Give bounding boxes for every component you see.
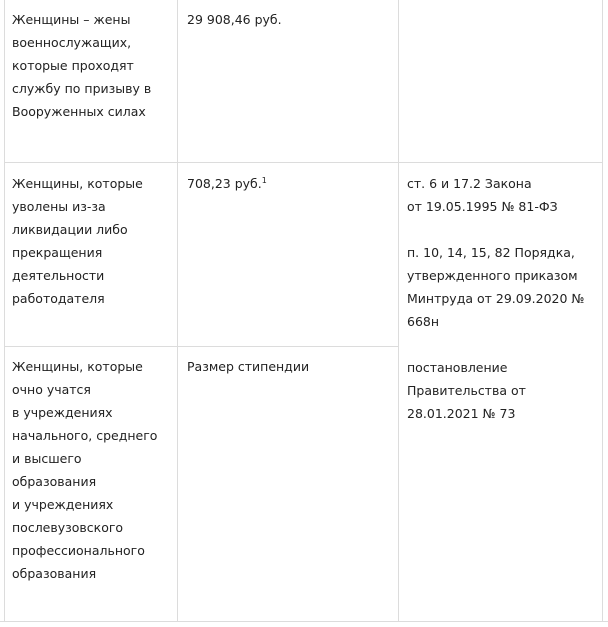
category-cell: Женщины – жены военнослужащих, которые проходят службу по призыву в Вооруженных силах: [12, 12, 152, 119]
amount-value: [187, 172, 392, 195]
table-row: [12, 355, 174, 585]
amount-cell: [187, 355, 392, 378]
table-border-left: [4, 0, 5, 622]
legal-basis-resolution: постановление Правительства от 28.01.2021 № 73: [407, 360, 526, 421]
row-divider-1: [4, 162, 603, 163]
table-border-bottom: [0, 621, 608, 622]
table-border-right: [602, 0, 603, 622]
table-divider-col1: [177, 0, 178, 622]
legal-basis-cell: [407, 172, 601, 425]
row-divider-2: [4, 346, 398, 347]
amount-text: 708,23 руб.: [187, 176, 262, 191]
amount-cell: [187, 172, 392, 195]
amount-value: 29 908,46 руб.: [187, 12, 282, 27]
category-cell: Женщины, которые очно учатся в учреждениях начального, среднего и высшего образования и учреждениях послевузовского профессионального образования: [12, 359, 158, 581]
footnote-marker: 1: [261, 175, 267, 185]
amount-cell: [187, 8, 392, 31]
category-cell: Женщины, которые уволены из-за ликвидации либо прекращения деятельности работодателя: [12, 176, 143, 306]
legal-basis-law: ст. 6 и 17.2 Закона от 19.05.1995 № 81-ФЗ: [407, 176, 558, 214]
table-divider-col2: [398, 0, 399, 622]
legal-basis-order: п. 10, 14, 15, 82 Порядка, утвержденного приказом Минтруда от 29.09.2020 № 668н: [407, 245, 585, 329]
table-row: [12, 172, 174, 310]
amount-value: Размер стипендии: [187, 359, 310, 374]
table-row: [12, 8, 174, 123]
